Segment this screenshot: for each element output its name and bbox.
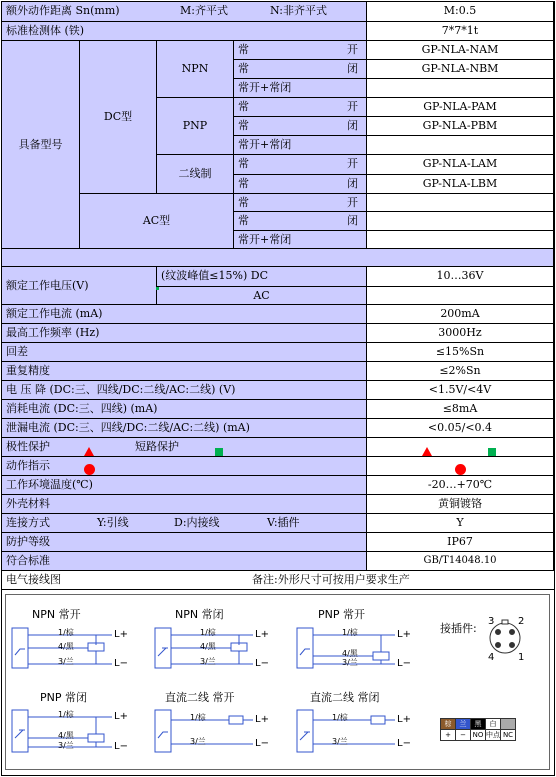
sn-label: 额外动作距离 Sn(mm) <box>6 4 120 17</box>
sn-n-option: N:非齐平式 <box>270 4 327 17</box>
short-circuit-label: 短路保护 <box>135 440 179 453</box>
wire-brown-label: 1/棕 <box>342 628 358 637</box>
diagram-title-pnp-nc: PNP 常闭 <box>40 691 87 704</box>
diagram-title-dc2-no: 直流二线 常开 <box>165 691 235 704</box>
pnp-nonc-label: 常开+常闭 <box>234 136 367 155</box>
leakage-label: 泄漏电流 (DC:三、四线/DC:二线/AC:二线) (mA) <box>2 419 367 438</box>
wire-blue-label: 3/兰 <box>190 737 206 746</box>
terminal-minus: L− <box>255 658 269 669</box>
diagram-title-npn-nc: NPN 常闭 <box>175 608 224 621</box>
models-group-label: 具备型号 <box>2 41 80 249</box>
terminal-plus: L+ <box>114 711 128 722</box>
connection-y: Y:引线 <box>97 516 129 529</box>
terminal-minus: L− <box>397 738 411 749</box>
standard-value: GB/T14048.10 <box>367 552 554 571</box>
npn-no-label: 常 开 <box>234 41 367 60</box>
wire-brown-label: 1/棕 <box>58 628 74 637</box>
legend-white: 白 <box>486 719 501 730</box>
wire-blue-label: 3/兰 <box>342 658 358 667</box>
consumption-label: 消耗电流 (DC:三、四线) (mA) <box>2 400 367 419</box>
wire-brown-label: 1/棕 <box>332 713 348 722</box>
connector-label: 接插件: <box>440 622 477 635</box>
voltage-label: 额定工作电压(V) <box>2 267 157 305</box>
pin-4: 4 <box>488 652 495 663</box>
diagram-title-pnp-no: PNP 常开 <box>318 608 365 621</box>
npn-nc-model: GP-NLA-NBM <box>367 60 554 79</box>
two-no-label: 常 开 <box>234 155 367 175</box>
freq-label: 最高工作频率 (Hz) <box>2 324 367 343</box>
connection-v: V:插件 <box>267 516 300 529</box>
hyst-value: ≤15%Sn <box>367 343 554 362</box>
voltage-ac-label: AC <box>157 287 367 305</box>
ac-nonc-label: 常开+常闭 <box>234 231 367 249</box>
wire-blue-label: 3/兰 <box>332 737 348 746</box>
legend-blue: 兰 <box>456 719 471 730</box>
diagram-title-npn-no: NPN 常开 <box>32 608 81 621</box>
housing-value: 黄铜镀铬 <box>367 495 554 514</box>
two-no-model: GP-NLA-LAM <box>367 155 554 175</box>
wire-blue-label: 3/兰 <box>200 657 216 666</box>
wiring-note: 备注:外形尺寸可按用户要求生产 <box>252 573 410 586</box>
temp-label: 工作环境温度(℃) <box>2 476 367 495</box>
terminal-minus: L− <box>114 741 128 752</box>
pnp-no-model: GP-NLA-PAM <box>367 98 554 117</box>
wire-brown-label: 1/棕 <box>190 713 206 722</box>
connector-icon <box>490 620 520 653</box>
repeat-value: ≤2%Sn <box>367 362 554 381</box>
pin-2: 2 <box>518 616 525 627</box>
wire-black-label: 4/黑 <box>200 642 216 651</box>
wire-black-label: 4/黑 <box>58 731 74 740</box>
legend-nc: NC <box>501 730 516 741</box>
wire-blue-label: 3/兰 <box>58 741 74 750</box>
npn-no-model: GP-NLA-NAM <box>367 41 554 60</box>
vdrop-value: <1.5V/<4V <box>367 381 554 400</box>
connection-label: 连接方式 <box>6 516 50 529</box>
sn-m-option: M:齐平式 <box>180 4 228 17</box>
legend-minus: − <box>456 730 471 741</box>
wire-brown-label: 1/棕 <box>200 628 216 637</box>
wire-brown-label: 1/棕 <box>58 710 74 719</box>
ac-nc-label: 常 闭 <box>234 212 367 231</box>
npn-nc-label: 常 闭 <box>234 60 367 79</box>
terminal-plus: L+ <box>397 629 411 640</box>
polarity-label: 极性保护 <box>6 440 50 453</box>
target-value: 7*7*1t <box>367 22 554 41</box>
wiring-label: 电气接线图 <box>6 573 61 586</box>
npn-nonc-label: 常开+常闭 <box>234 79 367 98</box>
sn-value: M:0.5 <box>367 2 554 22</box>
terminal-plus: L+ <box>114 629 128 640</box>
terminal-plus: L+ <box>397 714 411 725</box>
two-nc-model: GP-NLA-LBM <box>367 175 554 194</box>
wire-black-label: 4/黑 <box>58 642 74 651</box>
voltage-dc-value: 10…36V <box>367 267 554 287</box>
target-label: 标准检测体 (铁) <box>2 22 367 41</box>
ip-label: 防护等级 <box>2 533 367 552</box>
wire-blue-label: 3/兰 <box>58 657 74 666</box>
npn-label: NPN <box>157 41 234 98</box>
pnp-nc-model: GP-NLA-PBM <box>367 117 554 136</box>
ac-type-label: AC型 <box>80 194 234 249</box>
legend-mid: 中点 <box>486 731 500 739</box>
terminal-plus: L+ <box>255 714 269 725</box>
legend-plus: + <box>441 730 456 741</box>
leakage-value: <0.05/<0.4 <box>367 419 554 438</box>
wire-color-legend <box>440 718 516 741</box>
terminal-minus: L− <box>255 738 269 749</box>
pnp-label: PNP <box>157 98 234 155</box>
consumption-value: ≤8mA <box>367 400 554 419</box>
terminal-minus: L− <box>114 658 128 669</box>
pin-1: 1 <box>518 652 525 663</box>
connection-value: Y <box>367 514 554 533</box>
hyst-label: 回差 <box>2 343 367 362</box>
pin-3: 3 <box>488 616 495 627</box>
wire-black-label: 4/黑 <box>342 649 358 658</box>
temp-value: -20…+70℃ <box>367 476 554 495</box>
two-nc-label: 常 闭 <box>234 175 367 194</box>
legend-brown: 棕 <box>441 719 456 730</box>
legend-black: 黑 <box>471 719 486 730</box>
two-wire-label: 二线制 <box>157 155 234 194</box>
dc-type-label: DC型 <box>80 41 157 194</box>
freq-value: 3000Hz <box>367 324 554 343</box>
voltage-dc-label: (纹波峰值≤15%) DC <box>157 267 367 287</box>
housing-label: 外壳材料 <box>2 495 367 514</box>
current-value: 200mA <box>367 305 554 324</box>
standard-label: 符合标准 <box>2 552 367 571</box>
legend-no: NO <box>471 730 486 741</box>
pnp-no-label: 常 开 <box>234 98 367 117</box>
ac-no-label: 常 开 <box>234 194 367 212</box>
legend-gray <box>501 719 516 730</box>
current-label: 额定工作电流 (mA) <box>2 305 367 324</box>
pnp-nc-label: 常 闭 <box>234 117 367 136</box>
ip-value: IP67 <box>367 533 554 552</box>
diagram-title-dc2-nc: 直流二线 常闭 <box>310 691 380 704</box>
connection-d: D:内接线 <box>174 516 220 529</box>
terminal-minus: L− <box>397 658 411 669</box>
repeat-label: 重复精度 <box>2 362 367 381</box>
terminal-plus: L+ <box>255 629 269 640</box>
indicator-label: 动作指示 <box>6 459 50 472</box>
vdrop-label: 电 压 降 (DC:三、四线/DC:二线/AC:二线) (V) <box>2 381 367 400</box>
cell-marker <box>156 287 159 290</box>
